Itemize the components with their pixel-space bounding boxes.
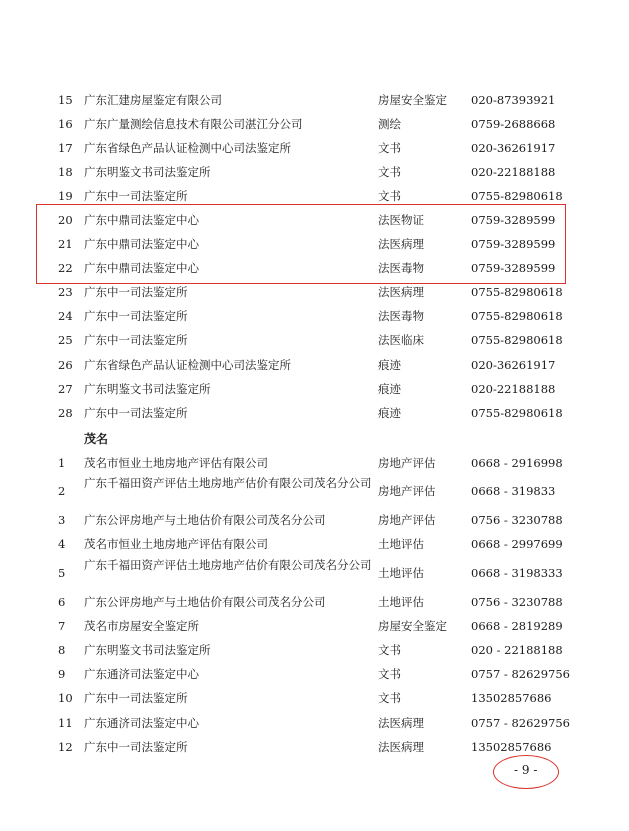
phone: 020-22188188 xyxy=(471,382,556,396)
row-number: 12 xyxy=(58,740,73,754)
phone: 0759-3289599 xyxy=(471,261,556,275)
row-number: 23 xyxy=(58,285,73,299)
row-number: 15 xyxy=(58,93,73,107)
org-name: 广东省绿色产品认证检测中心司法鉴定所 xyxy=(84,358,291,372)
org-name: 广东中鼎司法鉴定中心 xyxy=(84,261,199,275)
org-name: 广东中一司法鉴定所 xyxy=(84,406,188,420)
category: 土地评估 xyxy=(378,566,424,580)
row-number: 25 xyxy=(58,333,73,347)
phone: 0759-3289599 xyxy=(471,213,556,227)
org-name: 广东明鉴文书司法鉴定所 xyxy=(84,382,211,396)
phone: 0759-2688668 xyxy=(471,117,556,131)
phone: 020-36261917 xyxy=(471,358,556,372)
org-name: 广东通济司法鉴定中心 xyxy=(84,667,199,681)
phone: 0759-3289599 xyxy=(471,237,556,251)
phone: 020 - 22188188 xyxy=(471,643,563,657)
row-number: 6 xyxy=(58,595,66,609)
category: 房地产评估 xyxy=(378,513,436,527)
phone: 0757 - 82629756 xyxy=(471,667,570,681)
page-number: - 9 - xyxy=(514,763,538,777)
org-name: 广东中一司法鉴定所 xyxy=(84,691,188,705)
phone: 0755-82980618 xyxy=(471,406,563,420)
row-number: 9 xyxy=(58,667,66,681)
category: 法医毒物 xyxy=(378,309,424,323)
org-name: 广东中鼎司法鉴定中心 xyxy=(84,213,199,227)
row-number: 16 xyxy=(58,117,73,131)
category: 文书 xyxy=(378,189,401,203)
org-name: 茂名市恒业土地房地产评估有限公司 xyxy=(84,456,268,470)
org-name: 茂名市房屋安全鉴定所 xyxy=(84,619,199,633)
org-name: 广东公评房地产与土地估价有限公司茂名分公司 xyxy=(84,595,326,609)
category: 土地评估 xyxy=(378,537,424,551)
row-number: 28 xyxy=(58,406,73,420)
row-number: 3 xyxy=(58,513,66,527)
category: 法医临床 xyxy=(378,333,424,347)
row-number: 10 xyxy=(58,691,73,705)
category: 法医病理 xyxy=(378,285,424,299)
category: 法医物证 xyxy=(378,213,424,227)
phone: 020-36261917 xyxy=(471,141,556,155)
category: 文书 xyxy=(378,691,401,705)
row-number: 19 xyxy=(58,189,73,203)
section-title: 茂名 xyxy=(84,432,109,446)
org-name: 广东中一司法鉴定所 xyxy=(84,309,188,323)
category: 痕迹 xyxy=(378,382,401,396)
row-number: 1 xyxy=(58,456,66,470)
row-number: 2 xyxy=(58,484,66,498)
row-number: 20 xyxy=(58,213,73,227)
org-name: 广东明鉴文书司法鉴定所 xyxy=(84,165,211,179)
phone: 13502857686 xyxy=(471,691,552,705)
category: 痕迹 xyxy=(378,406,401,420)
row-number: 26 xyxy=(58,358,73,372)
org-name: 广东中一司法鉴定所 xyxy=(84,189,188,203)
phone: 0668 - 2997699 xyxy=(471,537,563,551)
category: 文书 xyxy=(378,165,401,179)
category: 房地产评估 xyxy=(378,484,436,498)
category: 文书 xyxy=(378,141,401,155)
phone: 020-87393921 xyxy=(471,93,556,107)
org-name: 广东千福田资产评估土地房地产估价有限公司茂名分公司 xyxy=(84,558,372,572)
phone: 0755-82980618 xyxy=(471,309,563,323)
phone: 13502857686 xyxy=(471,740,552,754)
phone: 020-22188188 xyxy=(471,165,556,179)
phone: 0755-82980618 xyxy=(471,285,563,299)
category: 房屋安全鉴定 xyxy=(378,619,447,633)
org-name: 茂名市恒业土地房地产评估有限公司 xyxy=(84,537,268,551)
row-number: 4 xyxy=(58,537,66,551)
org-name: 广东公评房地产与土地估价有限公司茂名分公司 xyxy=(84,513,326,527)
org-name: 广东汇建房屋鉴定有限公司 xyxy=(84,93,222,107)
category: 法医病理 xyxy=(378,716,424,730)
org-name: 广东明鉴文书司法鉴定所 xyxy=(84,643,211,657)
org-name: 广东广量测绘信息技术有限公司湛江分公司 xyxy=(84,117,303,131)
org-name: 广东中鼎司法鉴定中心 xyxy=(84,237,199,251)
org-name: 广东通济司法鉴定中心 xyxy=(84,716,199,730)
row-number: 17 xyxy=(58,141,73,155)
phone: 0756 - 3230788 xyxy=(471,513,563,527)
phone: 0668 - 3198333 xyxy=(471,566,563,580)
row-number: 7 xyxy=(58,619,66,633)
phone: 0668 - 2916998 xyxy=(471,456,563,470)
category: 测绘 xyxy=(378,117,401,131)
category: 文书 xyxy=(378,643,401,657)
org-name: 广东省绿色产品认证检测中心司法鉴定所 xyxy=(84,141,291,155)
category: 房地产评估 xyxy=(378,456,436,470)
category: 痕迹 xyxy=(378,358,401,372)
phone: 0668 - 319833 xyxy=(471,484,556,498)
category: 文书 xyxy=(378,667,401,681)
category: 土地评估 xyxy=(378,595,424,609)
row-number: 5 xyxy=(58,566,66,580)
org-name: 广东千福田资产评估土地房地产估价有限公司茂名分公司 xyxy=(84,476,372,490)
row-number: 22 xyxy=(58,261,73,275)
org-name: 广东中一司法鉴定所 xyxy=(84,285,188,299)
phone: 0756 - 3230788 xyxy=(471,595,563,609)
row-number: 18 xyxy=(58,165,73,179)
row-number: 11 xyxy=(58,716,73,730)
row-number: 8 xyxy=(58,643,66,657)
phone: 0755-82980618 xyxy=(471,189,563,203)
phone: 0757 - 82629756 xyxy=(471,716,570,730)
category: 法医毒物 xyxy=(378,261,424,275)
category: 法医病理 xyxy=(378,237,424,251)
phone: 0755-82980618 xyxy=(471,333,563,347)
phone: 0668 - 2819289 xyxy=(471,619,563,633)
category: 法医病理 xyxy=(378,740,424,754)
org-name: 广东中一司法鉴定所 xyxy=(84,740,188,754)
row-number: 27 xyxy=(58,382,73,396)
row-number: 24 xyxy=(58,309,73,323)
category: 房屋安全鉴定 xyxy=(378,93,447,107)
row-number: 21 xyxy=(58,237,73,251)
highlight-annotation-box xyxy=(36,204,566,284)
org-name: 广东中一司法鉴定所 xyxy=(84,333,188,347)
